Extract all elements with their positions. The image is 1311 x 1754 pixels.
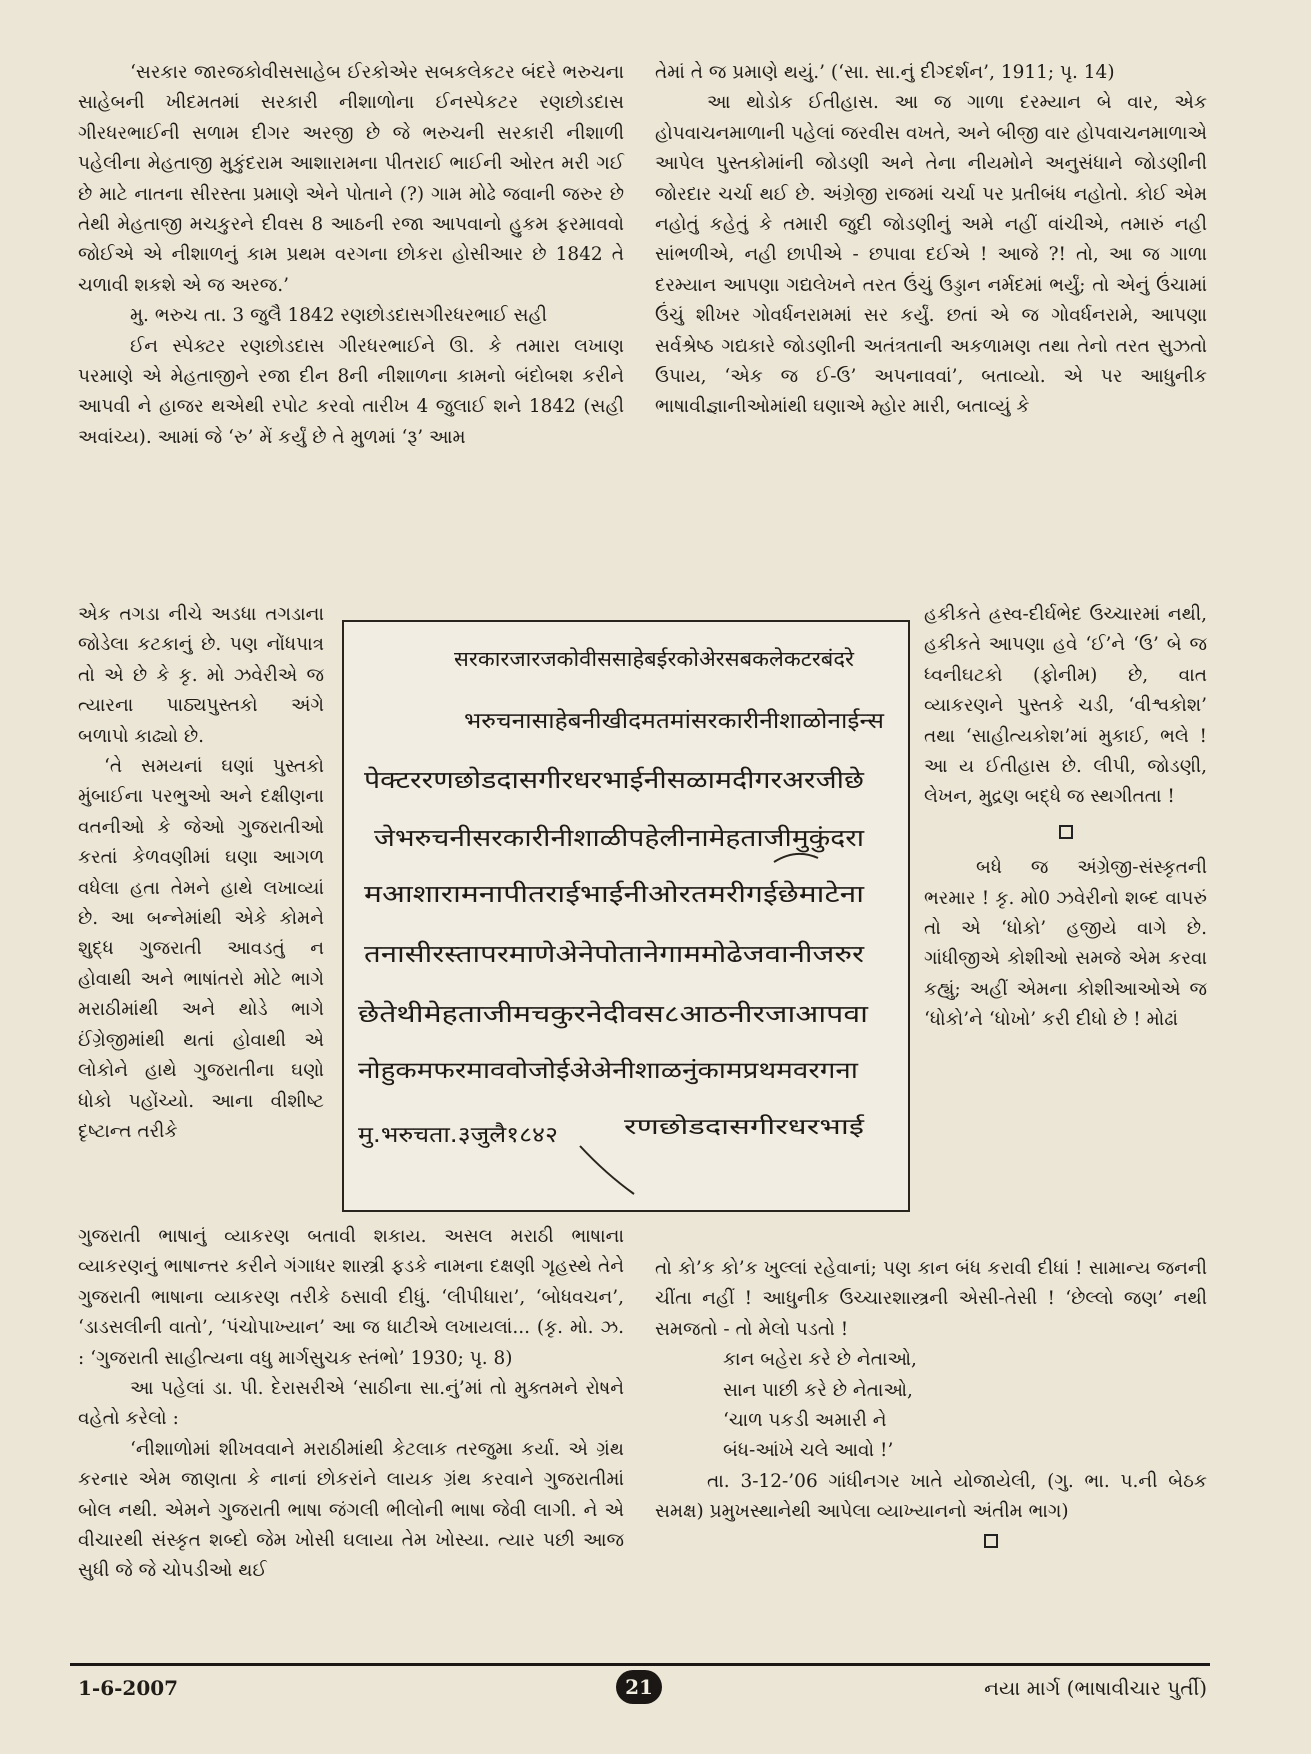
manuscript-line: मु.भरुचता.३जुलै१८४२ xyxy=(358,1123,535,1148)
end-mark xyxy=(655,1528,1207,1558)
manuscript-pen-stroke xyxy=(774,854,818,862)
manuscript-line: जेभरुचनीसरकारीनीशाळीपहेलीनामेहताजीमुकुंदरा xyxy=(374,824,793,852)
paragraph: હકીકતે હ્રસ્વ-દીર્ઘભેદ ઉચ્ચારમાં નથી, હકીકતે આપણા હવે ‘ઈ’ને ‘ઉ’ બે જ ધ્વનીઘટકો (ફોનીમ) છે, વાત વ્યાકરણને પુસ્તકે ચડી, ‘વીશ્વકોશ’ તથા ‘સાહીત્યકોશ’માં મુકાઈ, ભલે ! આ ય ઈતીહાસ છે. લીપી, જોડણી, લેખન, મુદ્રણ બદ્ધે જ સ્થગીતતા ! xyxy=(924,604,1207,808)
poem xyxy=(655,1345,1207,1467)
manuscript-line: मआशारामनापीतराईभाईनीओरतमरीगईछेमाटेना xyxy=(364,880,865,908)
manuscript-line: पेक्टररणछोडदासगीरधरभाईनीसळामदीगरअरजीछे xyxy=(364,766,866,794)
left-column-wrap xyxy=(78,600,324,1147)
closing-note: તા. 3-12-’06 ગાંધીનગર ખાતે યોજાયેલી, (ગુ. ભા. પ.ની બેઠક સમક્ષ) પ્રમુખસ્થાનેથી આપેલા વ્યાખ્યાનનો અંતીમ ભાગ) xyxy=(655,1470,1207,1523)
paragraph: મુ. ભરુચ તા. 3 જુલૈ 1842 રણછોડદાસગીરધરભાઈ સહી xyxy=(130,305,547,327)
poem-line: બંધ-આંખે ચલે આવો !’ xyxy=(723,1440,894,1462)
footer-rule xyxy=(70,1663,1210,1666)
manuscript-image xyxy=(342,620,910,1212)
manuscript-line: भरुचनासाहेबनीखीदमतमांसरकारीनीशाळोनाईन्स xyxy=(464,709,840,734)
magazine-title: નયા માર્ગ (ભાષાવીચાર પુર્તી) xyxy=(984,1676,1207,1700)
paragraph: ‘તે સમયનાં ઘણાં પુસ્તકો મુંબાઈના પરભુઓ અને દક્ષીણના વતનીઓ કે જેઓ ગુજરાતીઓ કરતાં કેળવણીમાં ઘણા આગળ વધેલા હતા તેમને હાથે લખાવ્યાં છે. આ બન્નેમાંથી એકે કોમને શુદ્ધ ગુજરાતી આવડતું ન હોવાથી અને ભાષાંતરો મોટે ભાગે મરાઠીમાંથી અને થોડે ભાગે ઈંગ્રેજીમાંથી થતાં હોવાથી એ લોકોને હાથે ગુજરાતીના ઘણો ધોકો પહોંચ્યો. આના વીશીષ્ટ દૃષ્ટાન્ત તરીકે xyxy=(78,756,324,1142)
page-number: 21 xyxy=(616,1670,662,1704)
paragraph: એક તગડા નીચે અડધા તગડાના જોડેલા કટકાનું છે. પણ નોંધપાત્ર તો એ છે કે કૃ. મો ઝવેરીએ જ ત્યારના પાઠ્યપુસ્તકો અંગે બળાપો કાઢ્યો છે. xyxy=(78,604,324,747)
square-bullet-icon xyxy=(984,1534,998,1548)
poem-line: કાન બહેરા કરે છે નેતાઓ, xyxy=(723,1349,917,1371)
poem-line: સાન પાછી કરે છે નેતાઓ, xyxy=(723,1379,913,1401)
manuscript-line: रणछोडदासगीरधरभाई xyxy=(624,1115,796,1140)
manuscript-line: नोहुकमफरमाववोजोईअेअेनीशाळनुंकामप्रथमवरगना xyxy=(358,1058,772,1084)
paragraph: બધે જ અંગ્રેજી-સંસ્કૃતની ભરમાર ! કૃ. મો0 ઝવેરીનો શબ્દ વાપરું તો એ ‘ધોકો’ હજીયે વાગે છે. ગાંધીજીએ કોશીઓ સમજે એમ કરવા કહ્યું; અહીં એમના કોશીઆઓએ જ ‘ધોકો’ને ‘ધોખો’ કરી દીધો છે ! મોઢાં xyxy=(924,857,1207,1031)
right-column-top xyxy=(655,58,1207,423)
left-column-bottom xyxy=(78,1222,624,1587)
paragraph: આ થોડોક ઈતીહાસ. આ જ ગાળા દરમ્યાન બે વાર, એક હોપવાચનમાળાની પહેલાં જરવીસ વખતે, અને બીજી વાર હોપવાચનમાળાએ આપેલ પુસ્તકોમાંની જોડણી અને તેના નીયમોને અનુસંધાને જોડણીની જોરદાર ચર્ચા થઈ છે. અંગ્રેજી રાજમાં ચર્ચા પર પ્રતીબંધ નહોતો. કોઈ એમ નહોતું કહેતું કે તમારી જુદી જોડણીનું અમે નહીં વાંચીએ, તમારું નહી સાંભળીએ, નહી છાપીએ - છપાવા દઈએ ! આજે ?! તો, આ જ ગાળા દરમ્યાન આપણા ગદ્યલેખને તરત ઉંચું ઉડ્ડાન નર્મદમાં ભર્યું; તો એનું ઉંચામાં ઉંચું શીખર ગોવર્ધનરામમાં સર કર્યું. છતાં એ જ ગોવર્ધનરામે, આપણા સર્વશ્રેષ્ઠ ગદ્યકારે જોડણીની અતંત્રતાની અકળામણ તથા તેનો તરત સુઝતો ઉપાય, ‘એક જ ઈ-ઉ’ અપનાવવાં’, બતાવ્યો. એ પર આધુનીક ભાષાવીજ્ઞાનીઓમાંથી ઘણાએ મ્હોર મારી, બતાવ્યું કે xyxy=(655,92,1207,418)
right-column-bottom xyxy=(655,1254,1207,1558)
manuscript-line: सरकारजारजकोवीससाहेबईरकोअेरसबकलेकटरबंदरे xyxy=(454,647,855,671)
paragraph: ઈન સ્પેક્ટર રણછોડદાસ ગીરધરભાઈને ઊ. કે તમારા લખાણ પરમાણે એ મેહતાજીને રજા દીન 8ની નીશાળના કામનો બંદોબશ કરીને આપવી ને હાજર થએથી રપોટ કરવો તારીખ 4 જુલાઈ શને 1842 (સહી અવાંચ્ય). આમાં જે ‘રુ’ મેં કર્યું છે તે મુળમાં ‘રૂ’ આમ xyxy=(78,335,624,448)
footer-date: 1-6-2007 xyxy=(78,1676,179,1700)
manuscript-line: तनासीरस्तापरमाणेअेनेपोतानेगाममोढेजवानीजरुर xyxy=(364,940,866,968)
paragraph: તેમાં તે જ પ્રમાણે થયું.’ (‘સા. સા.નું દીગ્દર્શન’, 1911; પૃ. 14) xyxy=(655,62,1115,83)
left-column-top xyxy=(78,58,624,453)
section-divider xyxy=(924,819,1207,849)
manuscript-svg xyxy=(344,622,908,1210)
paragraph: આ પહેલાં ડા. પી. દેરાસરીએ ‘સાઠીના સા.નું’માં તો મુક્તમને રોષને વહેતો કરેલો : xyxy=(78,1378,624,1430)
manuscript-pen-stroke xyxy=(580,1146,634,1194)
paragraph: ‘નીશાળોમાં શીખવવાને મરાઠીમાંથી કેટલાક તરજુમા કર્યા. એ ગ્રંથ કરનાર એમ જાણતા કે નાનાં છોકરાંને લાયક ગ્રંથ કરવાને ગુજરાતીમાં બોલ નથી. એમને ગુજરાતી ભાષા જંગલી ભીલોની ભાષા જેવી લાગી. ને એ વીચારથી સંસ્કૃત શબ્દો જેમ ખોસી ઘલાયા તેમ ખોસ્યા. ત્યાર પછી આજ સુધી જે જે ચોપડીઓ થઈ xyxy=(78,1438,624,1582)
paragraph: ‘સરકાર જારજકોવીસસાહેબ ઈરકોએર સબકલેકટર બંદરે ભરુચના સાહેબની ખીદમતમાં સરકારી નીશાળોના ઈનસ્પેકટર રણછોડદાસ ગીરધરભાઈની સળામ દીગર અરજી છે જે ભરુચની સરકારી નીશાળી પહેલીના મેહતાજી મુકુંદરામ આશારામના પીતરાઈ ભાઈની ઓરત મરી ગઈ છે માટે નાતના સીરસ્તા પ્રમાણે એને પોતાને (?) ગામ મોઢે જવાની જરુર છે તેથી મેહતાજી મચકુરને દીવસ 8 આઠની રજા આપવાનો હુકમ ફરમાવવો જોઈએ એ નીશાળનું કામ પ્રથમ વરગના છોકરા હોસીઆર છે 1842 તે ચળાવી શકશે એ જ અરજ.’ xyxy=(78,62,624,296)
poem-line: ‘ચાળ પકડી અમારી ને xyxy=(723,1410,887,1432)
paragraph: તો કો’ક કો’ક ખુલ્લાં રહેવાનાં; પણ કાન બંધ કરાવી દીધાં ! સામાન્ય જનની ચીંતા નહીં ! આધુનીક ઉચ્ચારશાસ્ત્રની એસી-તેસી ! ‘છેલ્લો જણ’ નથી સમજતો - તો મેલો પડતો ! xyxy=(655,1258,1207,1340)
paragraph: ગુજરાતી ભાષાનું વ્યાકરણ બતાવી શકાય. અસલ મરાઠી ભાષાના વ્યાકરણનું ભાષાન્તર કરીને ગંગાધર શાસ્ત્રી ફડકે નામના દક્ષણી ગૃહસ્થે તેને ગુજરાતી ભાષાના વ્યાકરણ તરીકે ઠસાવી દીધું. ‘લીપીધારા’, ‘બોધવચન’, ‘ડાડસલીની વાતો’, ‘પંચોપાખ્યાન’ આ જ ધાટીએ લખાયલાં... (કૃ. મો. ઝ. : ‘ગુજરાતી સાહીત્યના વધુ માર્ગસુચક સ્તંભો’ 1930; પૃ. 8) xyxy=(78,1226,624,1369)
square-bullet-icon xyxy=(1059,825,1073,839)
manuscript-line: छेतेथीमेहताजीमचकुरनेदीवस८आठनीरजाआपवा xyxy=(358,1000,763,1028)
right-column-wrap xyxy=(924,600,1207,1036)
